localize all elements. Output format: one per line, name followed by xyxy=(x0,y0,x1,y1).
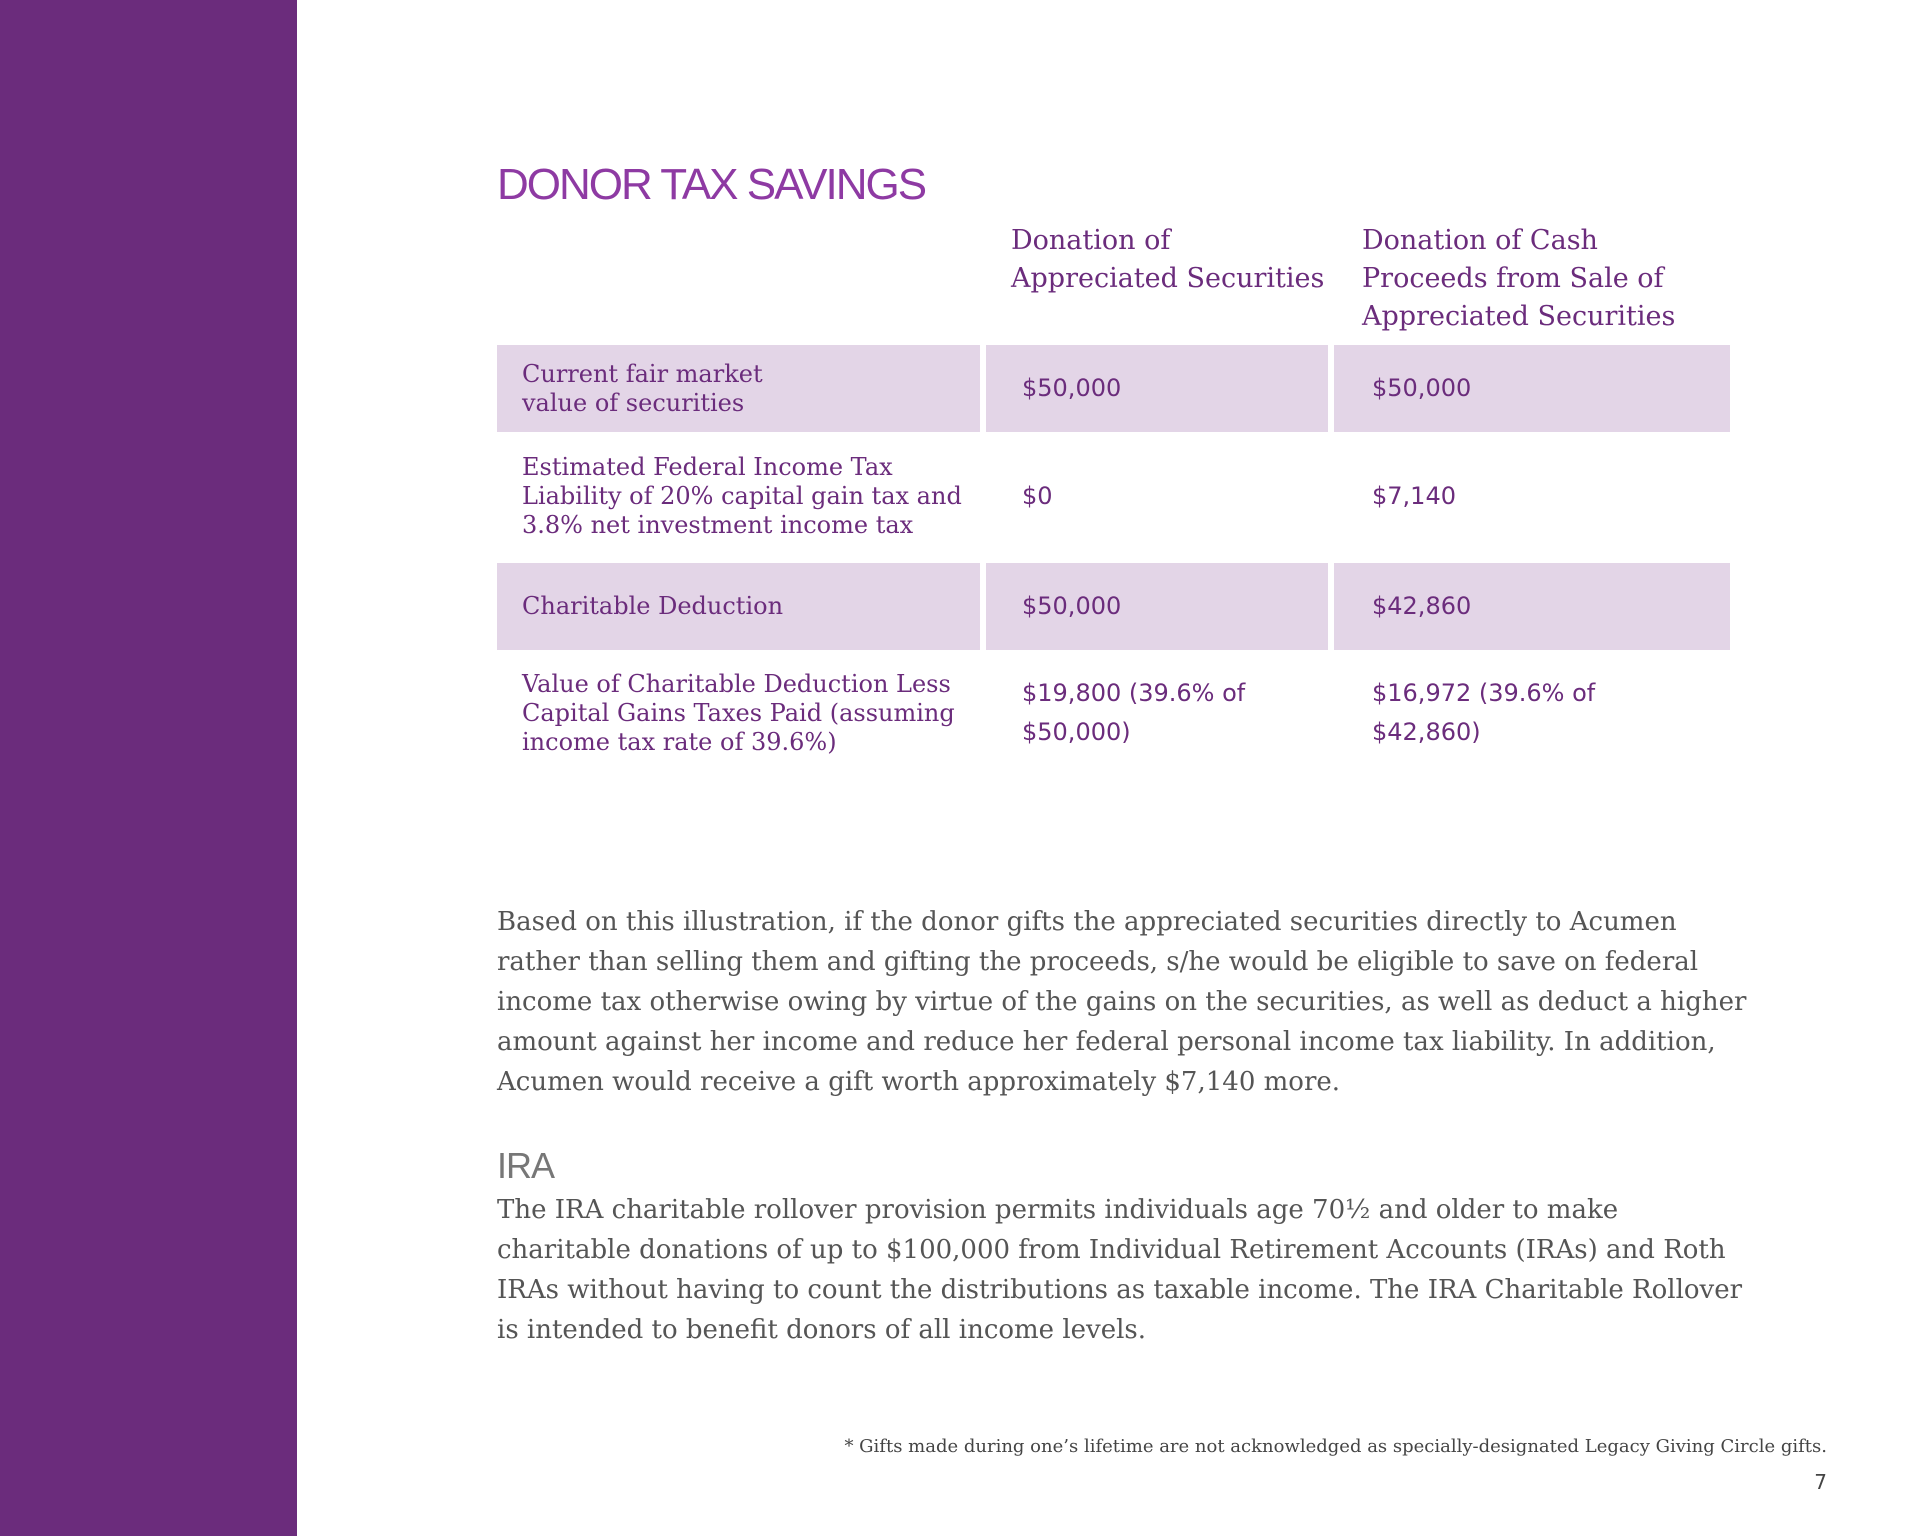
table-row xyxy=(497,345,1730,432)
table-row xyxy=(497,563,1730,650)
cell-cash-value: $42,860 xyxy=(1334,563,1730,650)
cell-cash-value: $7,140 xyxy=(1372,482,1456,510)
cell-securities-value: $19,800 (39.6% of $50,000) xyxy=(1022,679,1246,746)
table-row xyxy=(497,664,1730,762)
column-header-securities: Donation of Appreciated Securities xyxy=(1011,225,1325,294)
column-header-cash-proceeds: Donation of Cash Proceeds from Sale of Appreciated Securities xyxy=(1362,225,1676,332)
page-number: 7 xyxy=(1814,1470,1827,1494)
row-label: Value of Charitable Deduction Less Capital Gains Taxes Paid (assuming income tax rate of 39.6%) xyxy=(522,669,955,756)
body-paragraph: Based on this illustration, if the donor gifts the appreciated securities directly to Acumen rather than selling them and gifting the proceeds, s/he would be eligible to save on federal income tax otherwise owing by virtue of the gains on the securities, as well as deduct a higher amount against her income and reduce her federal personal income tax liability. In addition, Acumen would receive a gift worth approximately $7,140 more. xyxy=(497,907,1747,1097)
cell-securities-value: $0 xyxy=(1022,482,1053,510)
footnote: * Gifts made during one’s lifetime are not acknowledged as specially-designated Legacy Giving Circle gifts. xyxy=(844,1436,1827,1457)
cell-cash-value: $50,000 xyxy=(1334,345,1730,432)
row-label: Current fair market value of securities xyxy=(497,345,980,432)
sidebar-band xyxy=(0,0,297,1536)
row-label: Estimated Federal Income Tax Liability of 20% capital gain tax and 3.8% net investment income tax xyxy=(522,453,962,539)
row-label: Charitable Deduction xyxy=(497,563,980,650)
cell-securities-value: $50,000 xyxy=(986,345,1328,432)
ira-paragraph: The IRA charitable rollover provision permits individuals age 70½ and older to make charitable donations of up to $100,000 from Individual Retirement Accounts (IRAs) and Roth IRAs without having to count the distributions as taxable income. The IRA Charitable Rollover is intended to benefit donors of all income levels. xyxy=(497,1195,1743,1345)
ira-heading: IRA xyxy=(497,1145,555,1186)
table-row xyxy=(497,447,1730,546)
page-title: DONOR TAX SAVINGS xyxy=(497,160,926,209)
cell-securities-value: $50,000 xyxy=(986,563,1328,650)
cell-cash-value: $16,972 (39.6% of $42,860) xyxy=(1372,679,1596,746)
